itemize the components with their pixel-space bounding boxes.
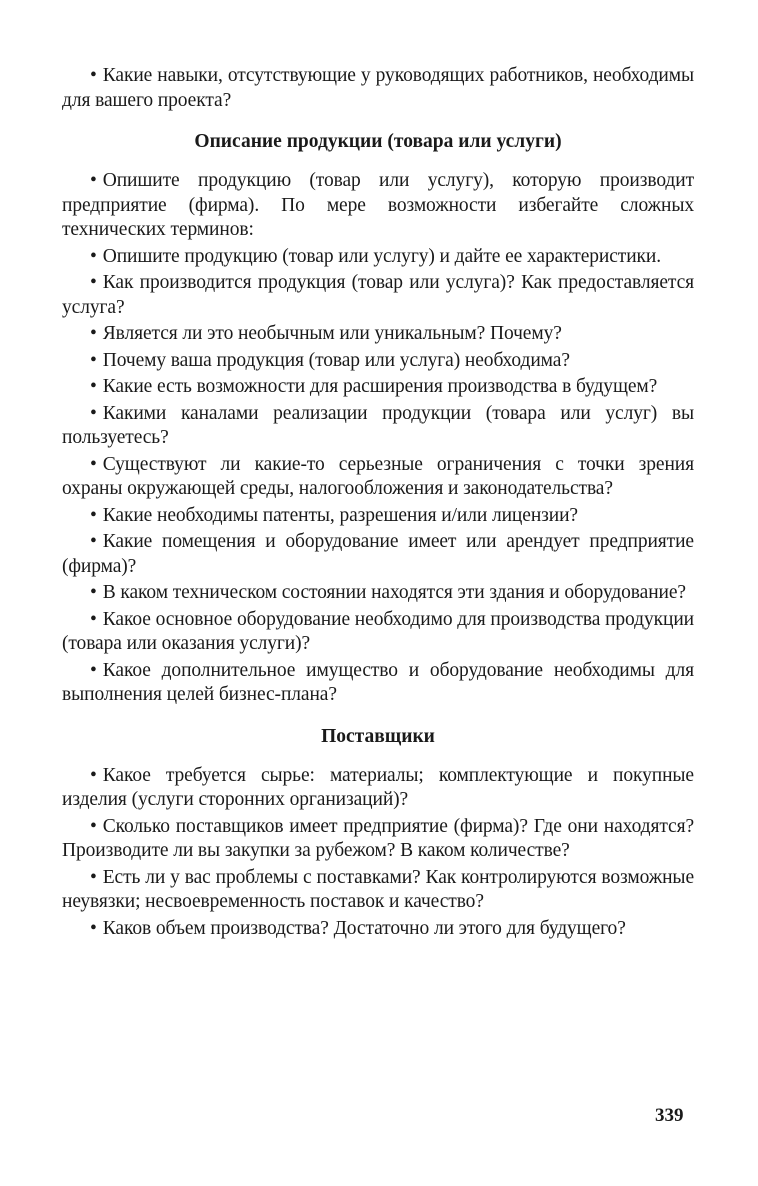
item-text: Почему ваша продукция (товар или услуга) необходима? [102, 349, 570, 371]
bullet-icon: • [90, 170, 97, 191]
list-item [62, 581, 694, 606]
list-item [62, 322, 694, 347]
bullet-icon: • [90, 65, 97, 86]
section-heading-suppliers: Поставщики [321, 725, 435, 747]
bullet-icon: • [90, 531, 97, 552]
list-item [62, 917, 694, 942]
item-text: Существуют ли какие-то серьезные ограничения с точки зрения охраны окружающей среды, налогообложения и законодательства? [62, 453, 694, 499]
list-item [62, 245, 694, 270]
list-item [62, 349, 694, 374]
bullet-icon: • [90, 272, 97, 293]
list-item [62, 815, 694, 864]
bullet-icon: • [90, 764, 97, 786]
bullet-icon: • [90, 917, 97, 939]
bullet-icon: • [90, 245, 97, 267]
item-text: Какое требуется сырье: материалы; комплектующие и покупные изделия (услуги сторонних организаций)? [62, 764, 694, 810]
item-text: Опишите продукцию (товар или услугу), которую производит предприятие (фирма). По мере возможности избегайте сложных технических терминов: [62, 170, 694, 240]
item-text: Сколько поставщиков имеет предприятие (фирма)? Где они находятся? Производите ли вы закупки за рубежом? В каком количестве? [62, 815, 694, 861]
item-text: Какое дополнительное имущество и оборудование необходимы для выполнения целей бизнес-плана? [62, 659, 694, 705]
bullet-icon: • [90, 815, 97, 837]
item-text: Какое основное оборудование необходимо для производства продукции (товара или оказания услуги)? [62, 608, 694, 654]
item-text: Есть ли у вас проблемы с поставками? Как контролируются возможные неувязки; несвоевременность поставок и качество? [62, 866, 694, 912]
bullet-icon: • [90, 608, 97, 630]
intro-item [62, 64, 694, 113]
list-item [62, 375, 694, 400]
bullet-icon: • [90, 323, 97, 344]
bullet-icon: • [90, 349, 97, 371]
bullet-icon: • [90, 582, 97, 603]
list-item [62, 659, 694, 708]
list-item [62, 271, 694, 320]
list-item [62, 866, 694, 915]
bullet-icon: • [90, 402, 97, 424]
item-text: Опишите продукцию (товар или услугу) и дайте ее характеристики. [102, 245, 662, 267]
list-item [62, 530, 694, 579]
list-item [62, 764, 694, 813]
bullet-icon: • [90, 376, 97, 397]
section-heading-product: Описание продукции (товара или услуги) [194, 131, 562, 152]
item-text: В каком техническом состоянии находятся эти здания и оборудование? [102, 582, 686, 603]
page-content [62, 64, 694, 943]
list-item [62, 169, 694, 243]
item-text: Какими каналами реализации продукции (товара или услуг) вы пользуетесь? [62, 402, 694, 448]
bullet-icon: • [90, 453, 97, 475]
item-text: Каков объем производства? Достаточно ли этого для будущего? [102, 917, 626, 939]
bullet-icon: • [90, 504, 97, 526]
bullet-icon: • [90, 866, 97, 888]
item-text: Какие помещения и оборудование имеет или арендует предприятие (фирма)? [62, 531, 694, 577]
list-item [62, 504, 694, 529]
item-text: Какие есть возможности для расширения производства в будущем? [102, 376, 658, 397]
list-item [62, 402, 694, 451]
item-text: Является ли это необычным или уникальным? Почему? [102, 323, 562, 344]
item-text: Какие навыки, отсутствующие у руководящих работников, необходимы для вашего проекта? [62, 65, 694, 111]
bullet-icon: • [90, 659, 97, 681]
item-text: Как производится продукция (товар или услуга)? Как предоставляется услуга? [62, 272, 694, 318]
list-item [62, 608, 694, 657]
page-number: 339 [655, 1105, 684, 1126]
list-item [62, 453, 694, 502]
item-text: Какие необходимы патенты, разрешения и/или лицензии? [102, 504, 578, 526]
